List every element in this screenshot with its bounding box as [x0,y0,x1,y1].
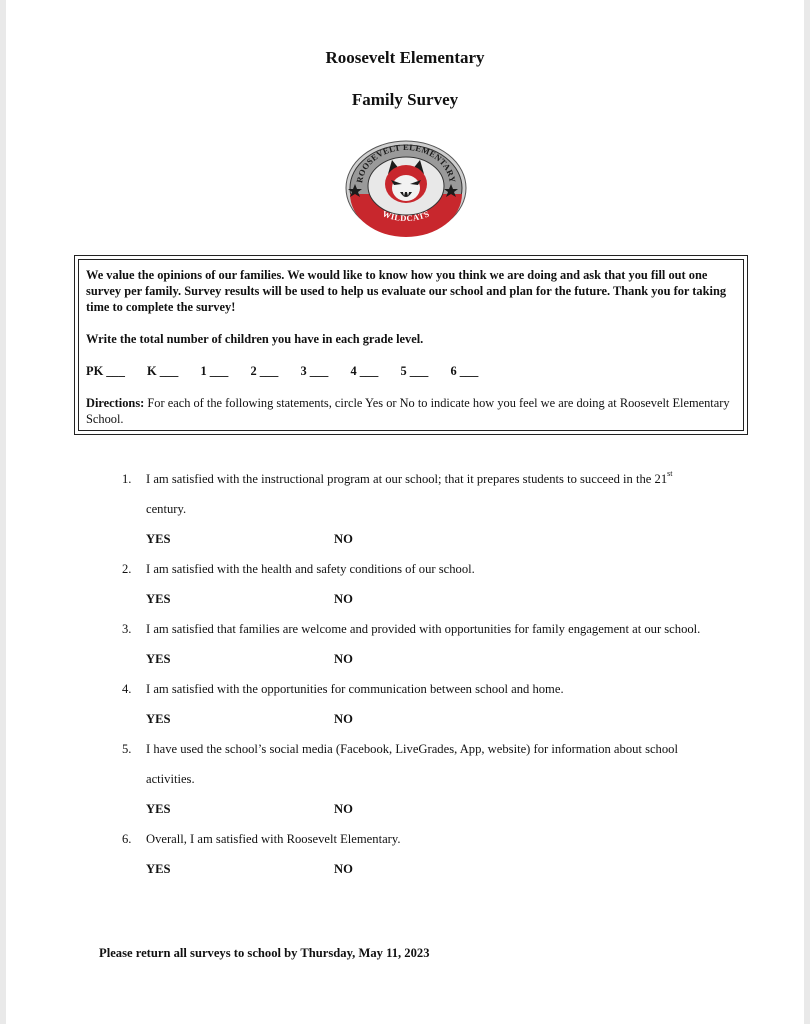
return-deadline-note: Please return all surveys to school by Thursday, May 11, 2023 [99,946,430,960]
yes-option[interactable]: YES [146,532,171,546]
question-item [122,554,722,614]
question-item [122,674,722,734]
yes-option[interactable]: YES [146,712,171,726]
school-logo [344,138,468,238]
question-list [122,464,722,884]
question-text: I have used the school’s social media (Facebook, LiveGrades, App, website) for information about school activities. [146,742,678,786]
question-item [122,464,722,554]
grade-level-blanks [86,363,736,379]
survey-page [6,0,804,1024]
svg-text:WILDCATS: WILDCATS [381,208,431,224]
yes-option[interactable]: YES [146,652,171,666]
question-number: 6. [122,832,132,846]
grade-blank-5[interactable]: 5 ___ [400,364,429,378]
yes-option[interactable]: YES [146,802,171,816]
question-item [122,614,722,674]
no-option[interactable]: NO [334,862,353,876]
wildcat-mascot-icon [385,160,427,203]
question-number: 5. [122,742,132,756]
question-number: 1. [122,472,132,486]
directions-text: For each of the following statements, circle Yes or No to indicate how you feel we are doing at Roosevelt Elementary School. [86,396,730,426]
question-text: I am satisfied with the health and safety conditions of our school. [146,562,475,576]
no-option[interactable]: NO [334,532,353,546]
question-number: 2. [122,562,132,576]
no-option[interactable]: NO [334,652,353,666]
no-option[interactable]: NO [334,592,353,606]
answer-options [146,524,722,554]
directions-label: Directions: [86,396,145,410]
question-item [122,734,722,824]
answer-options [146,854,722,884]
question-text: I am satisfied with the instructional program at our school; that it prepares students to succeed in the 21st century. [146,469,673,516]
question-text: Overall, I am satisfied with Roosevelt Elementary. [146,832,401,846]
question-text: I am satisfied with the opportunities for communication between school and home. [146,682,564,696]
question-number: 3. [122,622,132,636]
yes-option[interactable]: YES [146,592,171,606]
yes-option[interactable]: YES [146,862,171,876]
grade-blank-1[interactable]: 1 ___ [200,364,229,378]
no-option[interactable]: NO [334,802,353,816]
answer-options [146,644,722,674]
grade-blank-3[interactable]: 3 ___ [300,364,329,378]
grade-blank-k[interactable]: K ___ [147,364,179,378]
question-item [122,824,722,884]
intro-paragraph: We value the opinions of our families. We would like to know how you think we are doing and ask that you fill out one survey per family. Survey results will be used to help us evaluate our school and plan for the future. Thank you for taking time to complete the survey! [86,268,727,314]
answer-options [146,584,722,614]
school-name-heading: Roosevelt Elementary [325,48,485,67]
grade-blank-pk[interactable]: PK ___ [86,364,125,378]
directions-paragraph [86,395,736,427]
grade-blank-4[interactable]: 4 ___ [350,364,379,378]
question-number: 4. [122,682,132,696]
answer-options [146,704,722,734]
grade-blank-6[interactable]: 6 ___ [450,364,479,378]
grade-count-prompt: Write the total number of children you have in each grade level. [86,332,424,346]
question-text: I am satisfied that families are welcome and provided with opportunities for family engagement at our school. [146,622,701,636]
answer-options [146,794,722,824]
no-option[interactable]: NO [334,712,353,726]
svg-text:ROOSEVELT ELEMENTARY: ROOSEVELT ELEMENTARY [354,141,458,184]
survey-info-box [74,255,748,435]
grade-blank-2[interactable]: 2 ___ [250,364,279,378]
survey-title-heading: Family Survey [351,90,459,109]
